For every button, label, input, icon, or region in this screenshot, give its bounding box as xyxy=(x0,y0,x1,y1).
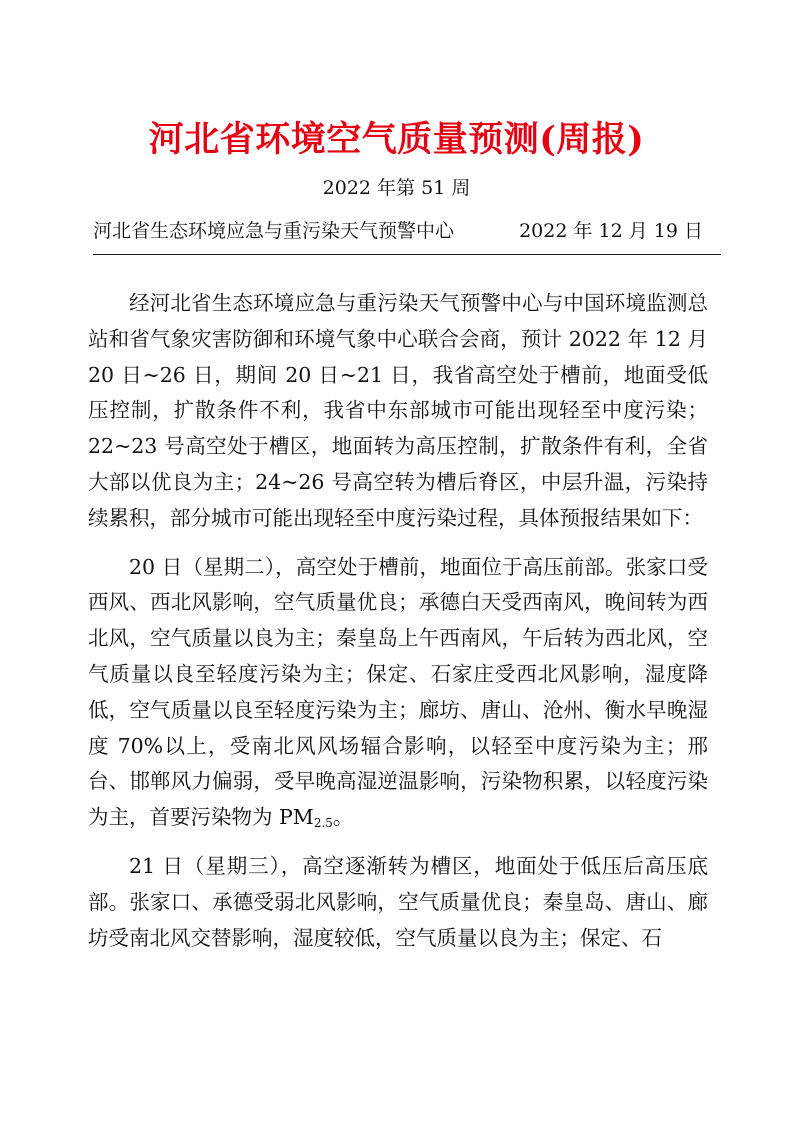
report-title: 河北省环境空气质量预测(周报) xyxy=(148,119,645,160)
issue-date: 2022 年 12 月 19 日 xyxy=(519,220,703,242)
forecast-paragraph-day-21 xyxy=(88,849,708,956)
paragraph-tail: 。 xyxy=(332,805,354,830)
report-body xyxy=(88,286,708,969)
pollutant-subscript: 2.5 xyxy=(313,816,333,831)
intro-paragraph xyxy=(88,286,708,537)
header-divider xyxy=(93,254,721,255)
paragraph-text: 20 日（星期二），高空处于槽前，地面位于高压前部。张家口受西风、西北风影响，空气质量优良；承德白天受西南风，晚间转为西北风，空气质量以良为主；秦皇岛上午西南风，午后转为西北风，空气质量以良至轻度污染为主；保定、石家庄受西北风影响，湿度降低，空气质量以良至轻度污染为主；廊坊、唐山、沧州、衡水早晚湿度 70%以上，受南北风风场辐合影响，以轻至中度污染为主；邢台、邯郸风力偏弱，受早晚高湿逆温影响，污染物积累，以轻度污染为主，首要污染物为 PM xyxy=(88,554,708,830)
paragraph-text: 21 日（星期三），高空逐渐转为槽区，地面处于低压后高压底部。张家口、承德受弱北风影响，空气质量优良；秦皇岛、唐山、廊坊受南北风交替影响，湿度较低，空气质量以良为主；保定、石 xyxy=(88,853,708,950)
issue-number: 2022 年第 51 周 xyxy=(322,177,471,199)
forecast-paragraph-day-20 xyxy=(88,550,708,836)
paragraph-text: 经河北省生态环境应急与重污染天气预警中心与中国环境监测总站和省气象灾害防御和环境气象中心联合会商，预计 2022 年 12 月 20 日~26 日，期间 20 日~21 日，我省高空处于槽前，地面受低压控制，扩散条件不利，我省中东部城市可能出现轻至中度污染；22~23 号高空处于槽区，地面转为高压控制，扩散条件有利，全省大部以优良为主；24~26 号高空转为槽后脊区，中层升温，污染持续累积，部分城市可能出现轻至中度污染过程，具体预报结果如下： xyxy=(88,291,708,530)
issuing-organization: 河北省生态环境应急与重污染天气预警中心 xyxy=(93,220,455,242)
